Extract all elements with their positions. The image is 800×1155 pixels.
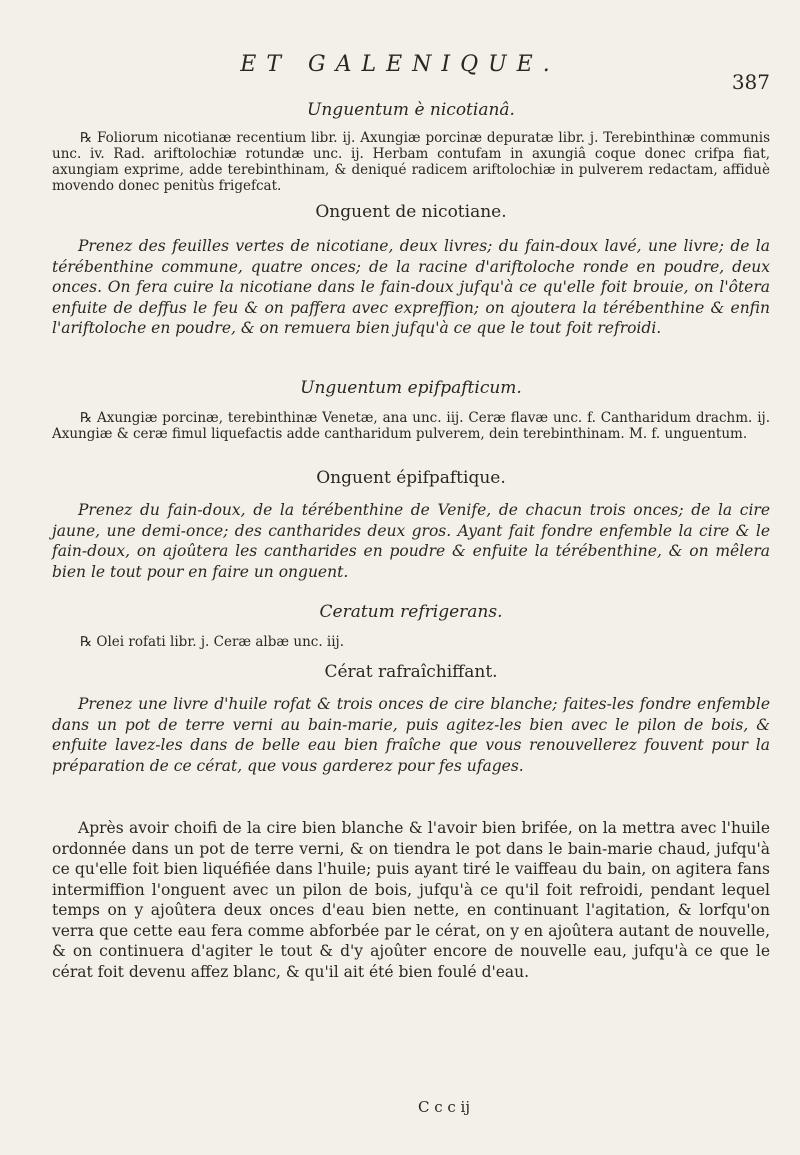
page-number: 387 (731, 70, 770, 94)
latin-heading-2: Unguentum epifpafticum. (300, 378, 522, 398)
latin-recipe-3: ℞ Olei rofati libr. j. Ceræ albæ unc. iij. (80, 634, 345, 650)
french-heading-3: Cérat rafraîchiffant. (324, 662, 498, 682)
french-recipe-3: Prenez une livre d'huile rofat & trois onces de cire blanche; faites-les fondre enfemble dans un pot de terre verni au bain-marie, puis agitez-les bien avec le pilon de bois, & enfuite lavez-les dans de belle eau bien fraîche que vous renouvellerez fouvent pour la préparation de ce cérat, que vous garderez pour fes ufages. (52, 695, 770, 775)
french-heading-2: Onguent épifpaftique. (316, 468, 506, 488)
signature-mark: C c c ij (417, 1098, 470, 1116)
french-recipe-1: Prenez des feuilles vertes de nicotiane, deux livres; du fain-doux lavé, une livre; de la térébenthine commune, quatre onces; de la racine d'ariftoloche ronde en poudre, deux onces. On fera cuire la nicotiane dans le fain-doux jufqu'à ce qu'elle foit brouie, on l'ôtera enfuite de deffus le feu & on paffera avec expreffion; on ajoutera la térébenthine & enfin l'ariftoloche en poudre, & on remuera bien jufqu'à ce que le tout foit refroidi. (52, 237, 770, 337)
running-head: ET GALENIQUE. (240, 52, 560, 77)
french-heading-1: Onguent de nicotiane. (315, 202, 507, 222)
preparation-instructions: Après avoir choifi de la cire bien blanche & l'avoir bien brifée, on la mettra avec l'huile ordonnée dans un pot de terre verni, & on tiendra le pot dans le bain-marie chaud, jufqu'à ce qu'elle foit bien liquéfiée dans l'huile; puis ayant tiré le vaiffeau du bain, on agitera fans intermiffion l'onguent avec un pilon de bois, jufqu'à ce qu'il foit refroidi, pendant lequel temps on y ajoûtera deux onces d'eau bien nette, en continuant l'agitation, & lorfqu'on verra que cette eau fera comme abforbée par le cérat, on y en ajoûtera autant de nouvelle, & on continuera d'agiter le tout & d'y ajoûter encore de nouvelle eau, jufqu'à ce que le cérat foit devenu affez blanc, & qu'il ait été bien foulé d'eau. (52, 819, 770, 981)
latin-recipe-2: ℞ Axungiæ porcinæ, terebinthinæ Venetæ, ana unc. iij. Ceræ flavæ unc. f. Cantharidum drachm. ij. Axungiæ & ceræ fimul liquefactis adde cantharidum pulverem, dein terebinthinam. M. f. unguentum. (52, 410, 770, 442)
latin-heading-1: Unguentum è nicotianâ. (307, 100, 515, 120)
latin-recipe-1: ℞ Foliorum nicotianæ recentium libr. ij. Axungiæ porcinæ depuratæ libr. j. Terebinthinæ communis unc. iv. Rad. ariftolochiæ rotundæ unc. ij. Herbam contufam in axungiâ coque donec crifpa fiat, axungiam exprime, adde terebinthinam, & deniqué radicem ariftolochiæ in pulverem redactam, affiduè movendo donec penitùs frigefcat. (52, 130, 770, 194)
french-recipe-2: Prenez du fain-doux, de la térébenthine de Venife, de chacun trois onces; de la cire jaune, une demi-once; des cantharides deux gros. Ayant fait fondre enfemble la cire & le fain-doux, on ajoûtera les cantharides en poudre & enfuite la térébenthine, & on mêlera bien le tout pour en faire un onguent. (52, 501, 770, 581)
latin-heading-3: Ceratum refrigerans. (319, 602, 503, 622)
